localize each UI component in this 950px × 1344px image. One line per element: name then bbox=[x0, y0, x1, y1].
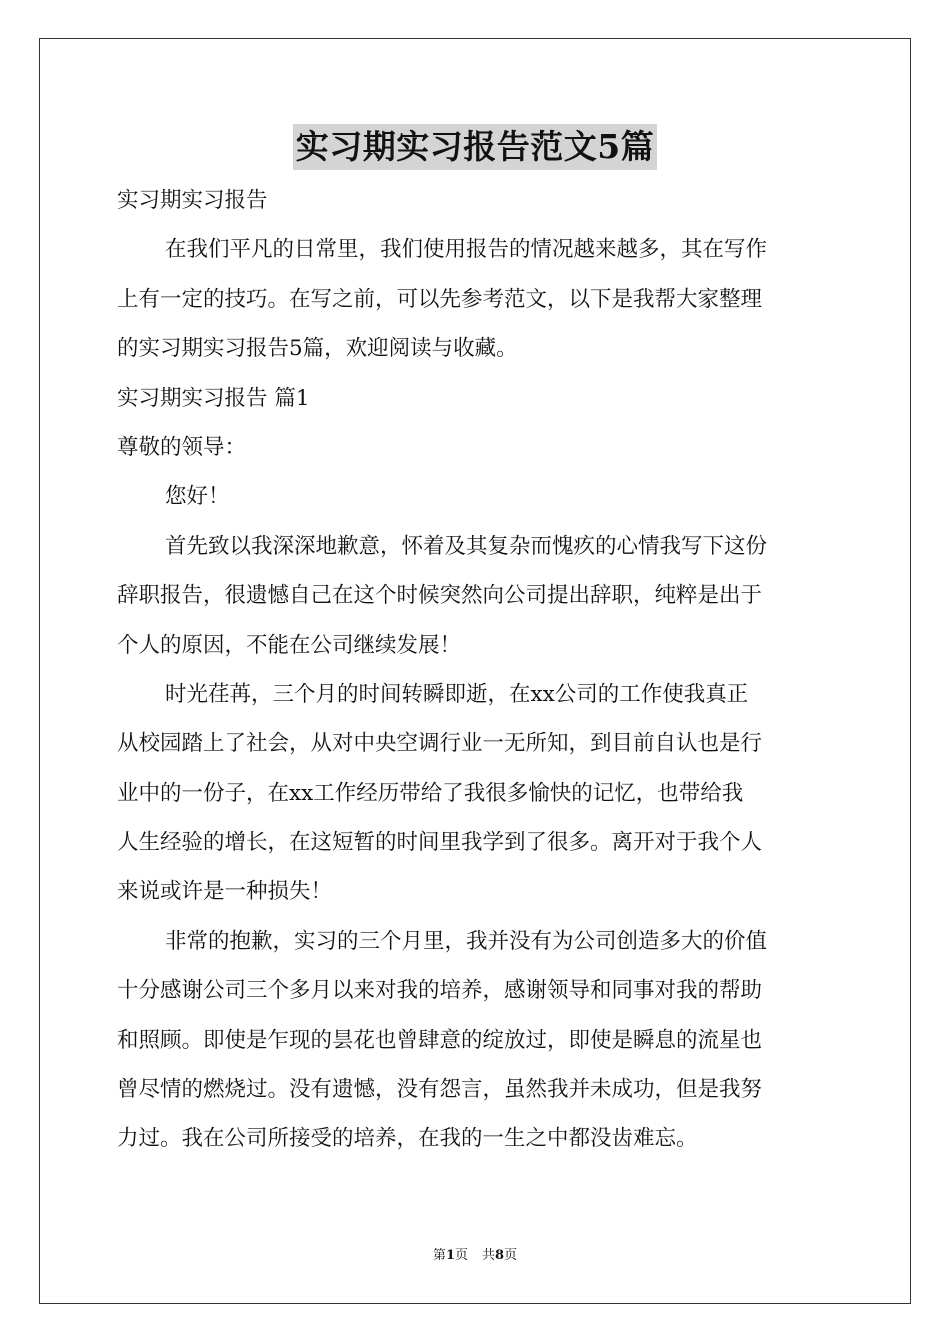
text-line: 十分感谢公司三个多月以来对我的培养，感谢领导和同事对我的帮助 bbox=[117, 978, 763, 1004]
text-line: 曾尽情的燃烧过。没有遗憾，没有怨言，虽然我并未成功，但是我努 bbox=[117, 1077, 763, 1103]
text-line: 非常的抱歉，实习的三个月里，我并没有为公司创造多大的价值 bbox=[165, 928, 768, 954]
page-suffix: 页 bbox=[454, 1248, 468, 1263]
text-line: 首先致以我深深地歉意，怀着及其复杂而愧疚的心情我写下这份 bbox=[165, 533, 768, 559]
text-line: 个人的原因，不能在公司继续发展！ bbox=[117, 632, 462, 658]
text-line: 从校园踏上了社会，从对中央空调行业一无所知，到目前自认也是行 bbox=[117, 731, 763, 757]
text-line: 和照顾。即使是乍现的昙花也曾肆意的绽放过，即使是瞬息的流星也 bbox=[117, 1027, 763, 1053]
total-prefix: 共 bbox=[482, 1248, 496, 1263]
page-footer bbox=[0, 1247, 950, 1265]
text-line: 您好！ bbox=[165, 484, 230, 510]
text-line: 辞职报告，很遗憾自己在这个时候突然向公司提出辞职，纯粹是出于 bbox=[117, 583, 763, 609]
text-line: 尊敬的领导： bbox=[117, 434, 247, 460]
text-line: 上有一定的技巧。在写之前，可以先参考范文，以下是我帮大家整理 bbox=[117, 286, 763, 312]
total-page-number: 8 bbox=[495, 1248, 505, 1263]
text-line: 业中的一份子，在xx工作经历带给了我很多愉快的记忆，也带给我 bbox=[117, 780, 744, 806]
text-line: 时光荏苒，三个月的时间转瞬即逝，在xx公司的工作使我真正 bbox=[165, 681, 749, 707]
text-line: 实习期实习报告 篇1 bbox=[117, 385, 310, 411]
page-prefix: 第 bbox=[432, 1248, 446, 1263]
text-line: 在我们平凡的日常里，我们使用报告的情况越来越多，其在写作 bbox=[165, 237, 768, 263]
current-page-number: 1 bbox=[445, 1248, 455, 1263]
text-line: 力过。我在公司所接受的培养，在我的一生之中都没齿难忘。 bbox=[117, 1126, 698, 1152]
total-suffix: 页 bbox=[504, 1248, 518, 1263]
title-container bbox=[0, 124, 950, 170]
text-line: 实习期实习报告 bbox=[117, 188, 268, 213]
document-body bbox=[117, 176, 833, 1164]
text-line: 的实习期实习报告5篇，欢迎阅读与收藏。 bbox=[117, 336, 518, 362]
document-title: 实习期实习报告范文5篇 bbox=[293, 124, 657, 170]
text-line: 来说或许是一种损失！ bbox=[117, 879, 333, 905]
text-line: 人生经验的增长，在这短暂的时间里我学到了很多。离开对于我个人 bbox=[117, 830, 763, 856]
